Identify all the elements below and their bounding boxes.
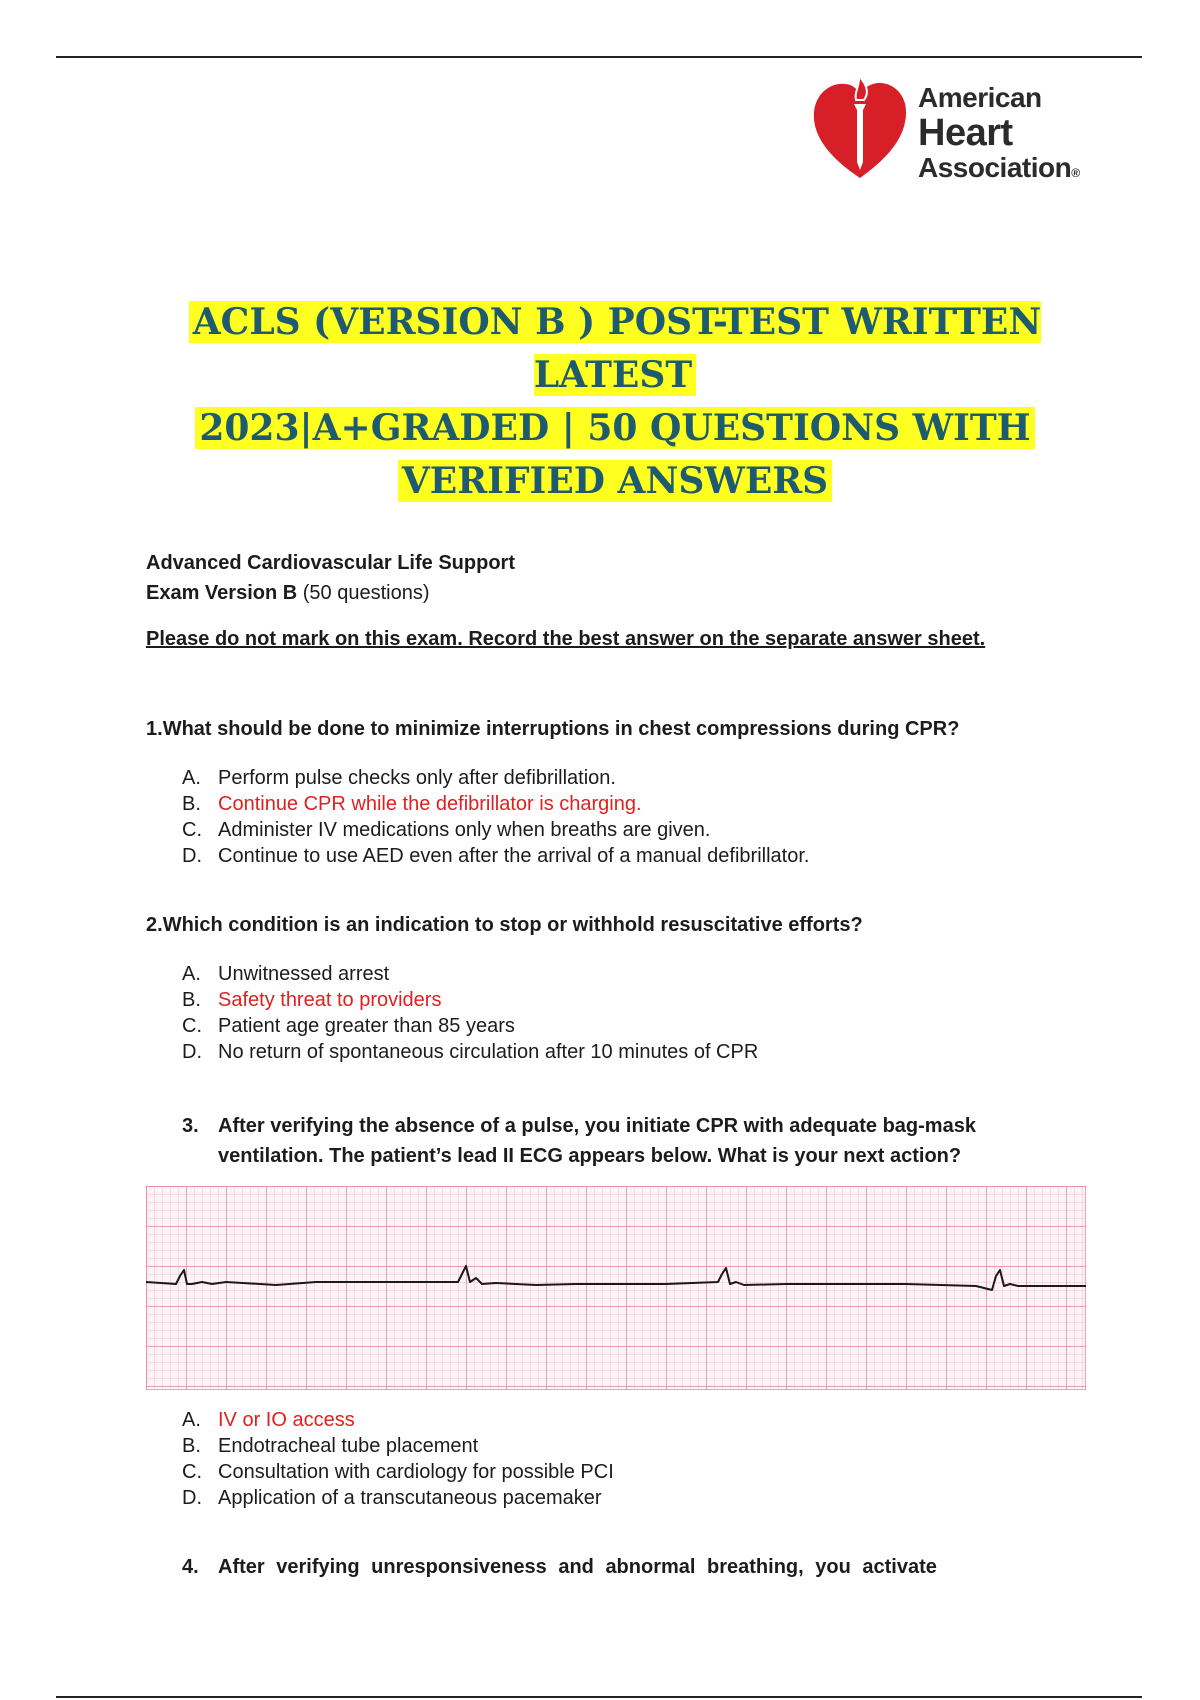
option: C. Patient age greater than 85 years xyxy=(182,1015,515,1037)
exam-version: Exam Version B (50 questions) xyxy=(146,582,430,604)
question-2: 2.Which condition is an indication to stop or withhold resuscitative efforts? xyxy=(146,914,863,936)
logo-text-association: Association® xyxy=(918,152,1080,183)
question-4: 4. After verifying unresponsiveness and abnormal breathing, you activate xyxy=(182,1556,937,1578)
exam-instruction: Please do not mark on this exam. Record the best answer on the separate answer sheet. xyxy=(146,628,986,650)
question-3: 3. After verifying the absence of a pulse, you initiate CPR with adequate bag-mask ventilation. The patient’s lead II ECG appears below. What is your next action? xyxy=(182,1115,976,1167)
course-name: Advanced Cardiovascular Life Support xyxy=(146,552,515,574)
question-3-options xyxy=(182,1407,614,1511)
ecg-strip xyxy=(146,1186,1086,1390)
option: D. Application of a transcutaneous pacemaker xyxy=(182,1487,602,1509)
option: D. No return of spontaneous circulation after 10 minutes of CPR xyxy=(182,1041,759,1063)
option-correct: B. Continue CPR while the defibrillator is charging. xyxy=(182,793,642,815)
exam-header xyxy=(146,548,515,608)
question-1: 1.What should be done to minimize interruptions in chest compressions during CPR? xyxy=(146,718,960,740)
option-correct: A. IV or IO access xyxy=(182,1409,355,1431)
title-line-1: ACLS (VERSION B ) POST-TEST WRITTEN LATEST xyxy=(189,301,1042,396)
logo-text-american: American xyxy=(918,82,1042,113)
question-2-options xyxy=(182,961,758,1065)
option: D. Continue to use AED even after the arrival of a manual defibrillator. xyxy=(182,845,810,867)
title-line-3: VERIFIED ANSWERS xyxy=(398,460,832,502)
title-line-2: 2023|A+GRADED | 50 QUESTIONS WITH xyxy=(195,407,1034,449)
document-title xyxy=(110,296,1120,508)
logo-text-heart: Heart xyxy=(918,112,1013,154)
question-1-options xyxy=(182,765,809,869)
option: C. Consultation with cardiology for possible PCI xyxy=(182,1461,614,1483)
top-rule xyxy=(56,56,1142,58)
option: C. Administer IV medications only when breaths are given. xyxy=(182,819,711,841)
option: A. Unwitnessed arrest xyxy=(182,963,390,985)
aha-logo xyxy=(810,70,1100,185)
option: B. Endotracheal tube placement xyxy=(182,1435,479,1457)
option-correct: B. Safety threat to providers xyxy=(182,989,442,1011)
bottom-rule xyxy=(56,1696,1142,1698)
option: A. Perform pulse checks only after defibrillation. xyxy=(182,767,616,789)
heart-torch-icon xyxy=(810,70,910,185)
